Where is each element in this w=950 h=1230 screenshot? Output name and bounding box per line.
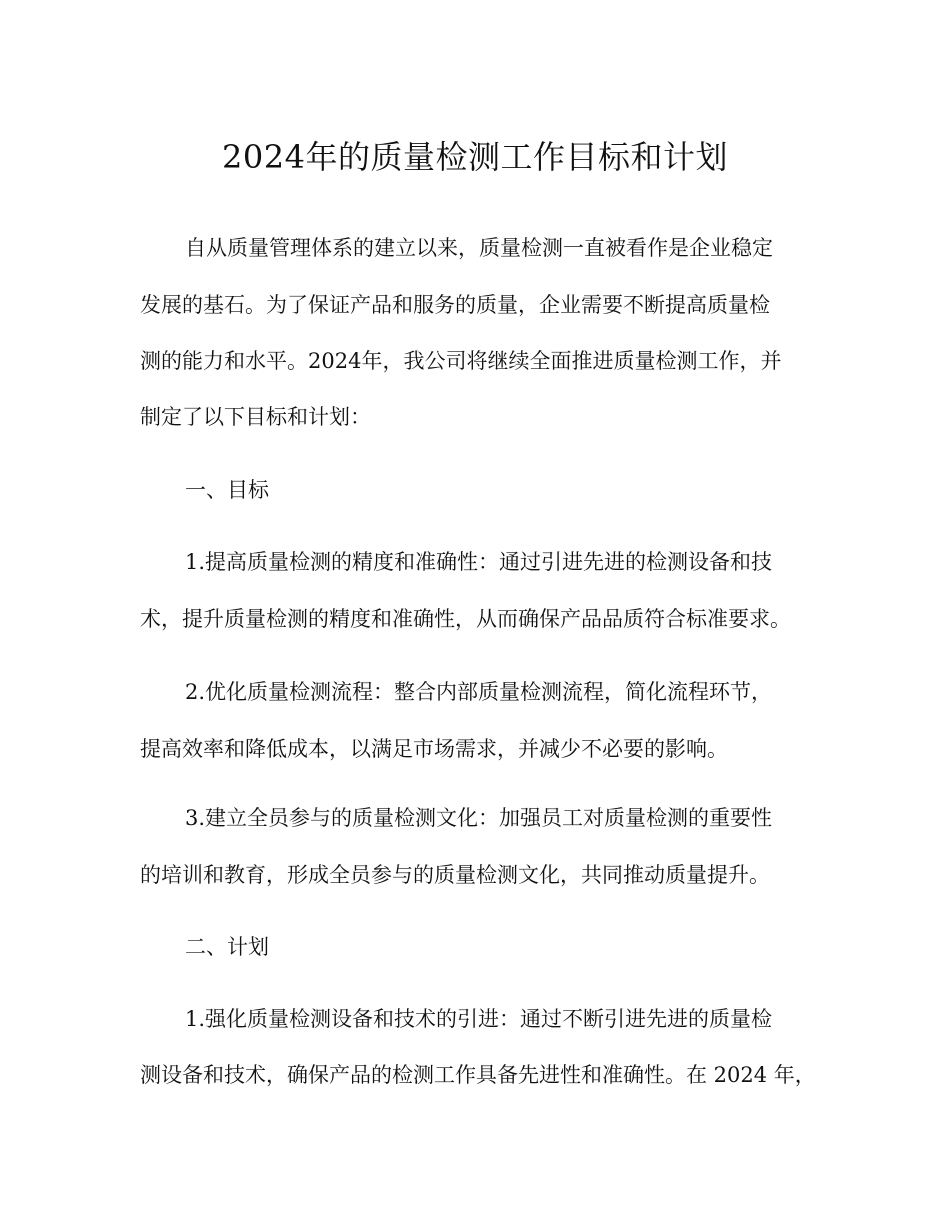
paragraph-line: 测设备和技术，确保产品的检测工作具备先进性和准确性。在 2024 年，	[140, 1063, 816, 1087]
paragraph-line: 制定了以下目标和计划：	[140, 405, 371, 429]
paragraph-line: 自从质量管理体系的建立以来，质量检测一直被看作是企业稳定	[185, 236, 773, 260]
paragraph-line: 提高效率和降低成本，以满足市场需求，并减少不必要的影响。	[140, 737, 728, 761]
document-title: 2024年的质量检测工作目标和计划	[222, 138, 728, 176]
paragraph-line: 发展的基石。为了保证产品和服务的质量，企业需要不断提高质量检	[140, 293, 770, 317]
paragraph-line: 3.建立全员参与的质量检测文化：加强员工对质量检测的重要性	[185, 806, 773, 830]
section-heading: 一、目标	[185, 478, 269, 502]
paragraph-line: 2.优化质量检测流程：整合内部质量检测流程，简化流程环节，	[185, 680, 773, 704]
paragraph-line: 术，提升质量检测的精度和准确性，从而确保产品品质符合标准要求。	[140, 607, 791, 631]
paragraph-line: 的培训和教育，形成全员参与的质量检测文化，共同推动质量提升。	[140, 863, 770, 887]
paragraph-line: 1.强化质量检测设备和技术的引进：通过不断引进先进的质量检	[185, 1007, 773, 1031]
section-heading: 二、计划	[185, 935, 269, 959]
paragraph-line: 测的能力和水平。2024年，我公司将继续全面推进质量检测工作，并	[140, 349, 782, 373]
paragraph-line: 1.提高质量检测的精度和准确性：通过引进先进的检测设备和技	[185, 550, 773, 574]
